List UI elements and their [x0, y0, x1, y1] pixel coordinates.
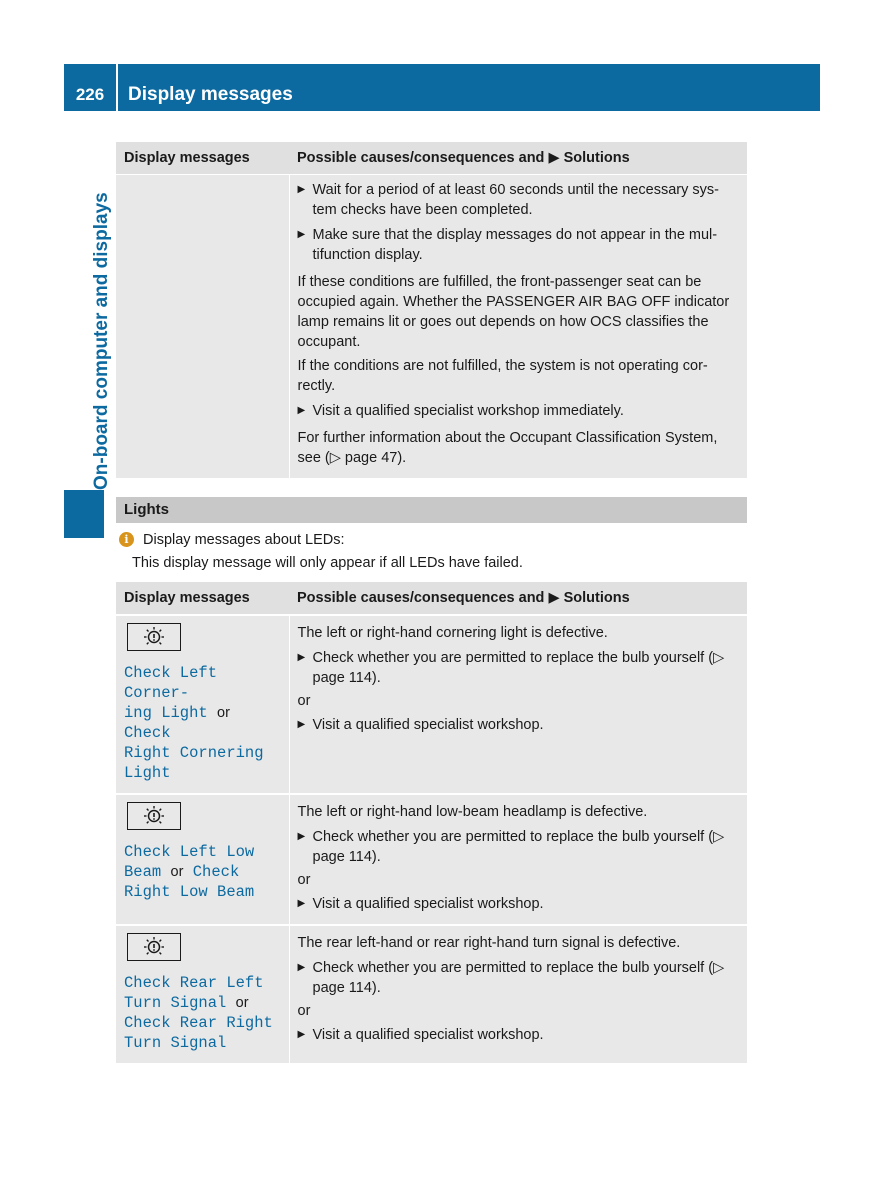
bullet-item: ▶ Make sure that the display messages do not appear in the mul-tifunction display.: [298, 225, 740, 265]
paragraph: If these conditions are fulfilled, the front-passenger seat can be occupied again. Whether the PASSENGER AIR BAG OFF indicator lamp remains lit or goes out depends on how OCS classifies the occupant.: [297, 274, 730, 350]
chapter-label: On-board computer and displays: [91, 192, 112, 490]
cause-text: The left or right-hand low-beam headlamp is defective.: [297, 804, 648, 820]
display-message-text: Turn Signal or: [124, 994, 249, 1012]
info-text: Display messages about LEDs:: [143, 532, 345, 548]
or-text: or: [297, 693, 311, 709]
bulb-warning-icon: [127, 623, 181, 651]
info-icon: i: [119, 532, 134, 547]
table-row: [116, 615, 747, 794]
page-title: Display messages: [128, 84, 293, 105]
solutions-cell: [289, 615, 747, 794]
message-cell: [116, 925, 289, 1063]
display-message-text: Light: [124, 764, 171, 782]
bullet-item: ▶ Wait for a period of at least 60 seconds until the necessary sys-tem checks have been completed.: [298, 180, 740, 220]
bullet-item: ▶ Check whether you are permitted to replace the bulb yourself (▷ page 114).: [298, 958, 740, 998]
display-message-text: Check Left Low: [124, 843, 255, 861]
message-cell: [116, 615, 289, 794]
display-message-text: Check Left Corner-: [124, 664, 218, 702]
header-divider: [116, 64, 118, 111]
bulb-warning-icon: [127, 933, 181, 961]
col-header-display-messages: Display messages: [116, 142, 289, 175]
paragraph: If the conditions are not fulfilled, the system is not operating cor-rectly.: [297, 358, 708, 394]
display-message-text: Check Rear Right: [124, 1014, 273, 1032]
display-message-text: Right Low Beam: [124, 883, 255, 901]
or-text: or: [297, 872, 311, 888]
lights-section-title: Lights: [124, 501, 169, 518]
bulb-warning-icon: [127, 802, 181, 830]
bullet-item: ▶ Visit a qualified specialist workshop.: [298, 715, 740, 735]
paragraph: For further information about the Occupant Classification System, see (▷ page 47).: [297, 430, 718, 466]
solutions-cell: [289, 175, 747, 479]
bullet-item: ▶ Check whether you are permitted to replace the bulb yourself (▷ page 114).: [298, 827, 740, 867]
empty-message-cell: [116, 175, 289, 479]
info-note: This display message will only appear if all LEDs have failed.: [132, 555, 523, 571]
bullet-item: ▶ Visit a qualified specialist workshop immediately.: [298, 401, 740, 421]
message-cell: [116, 794, 289, 925]
display-message-text: Beam or Check: [124, 863, 240, 881]
display-message-text: Right Cornering: [124, 744, 264, 762]
bullet-item: ▶ Visit a qualified specialist workshop.: [298, 1025, 740, 1045]
col-header-causes-solutions: Possible causes/consequences and ▶ Solutions: [289, 142, 747, 175]
display-messages-table-2: [116, 582, 747, 1063]
display-messages-table-1: [116, 142, 747, 478]
col-header-causes-solutions: Possible causes/consequences and ▶ Solutions: [289, 582, 747, 615]
table-row: [116, 794, 747, 925]
solutions-cell: [289, 794, 747, 925]
solutions-cell: [289, 925, 747, 1063]
page-number: 226: [75, 85, 105, 104]
display-message-text: Check Rear Left: [124, 974, 264, 992]
or-text: or: [297, 1003, 311, 1019]
bullet-item: ▶ Visit a qualified specialist workshop.: [298, 894, 740, 914]
display-message-text: Turn Signal: [124, 1034, 227, 1052]
bullet-item: ▶ Check whether you are permitted to replace the bulb yourself (▷ page 114).: [298, 648, 740, 688]
cause-text: The rear left-hand or rear right-hand turn signal is defective.: [297, 935, 681, 951]
cause-text: The left or right-hand cornering light is defective.: [297, 625, 608, 641]
col-header-display-messages: Display messages: [116, 582, 289, 615]
table-row: [116, 925, 747, 1063]
display-message-text: ing Light or Check: [124, 704, 230, 742]
lights-section-bar: [116, 497, 747, 523]
